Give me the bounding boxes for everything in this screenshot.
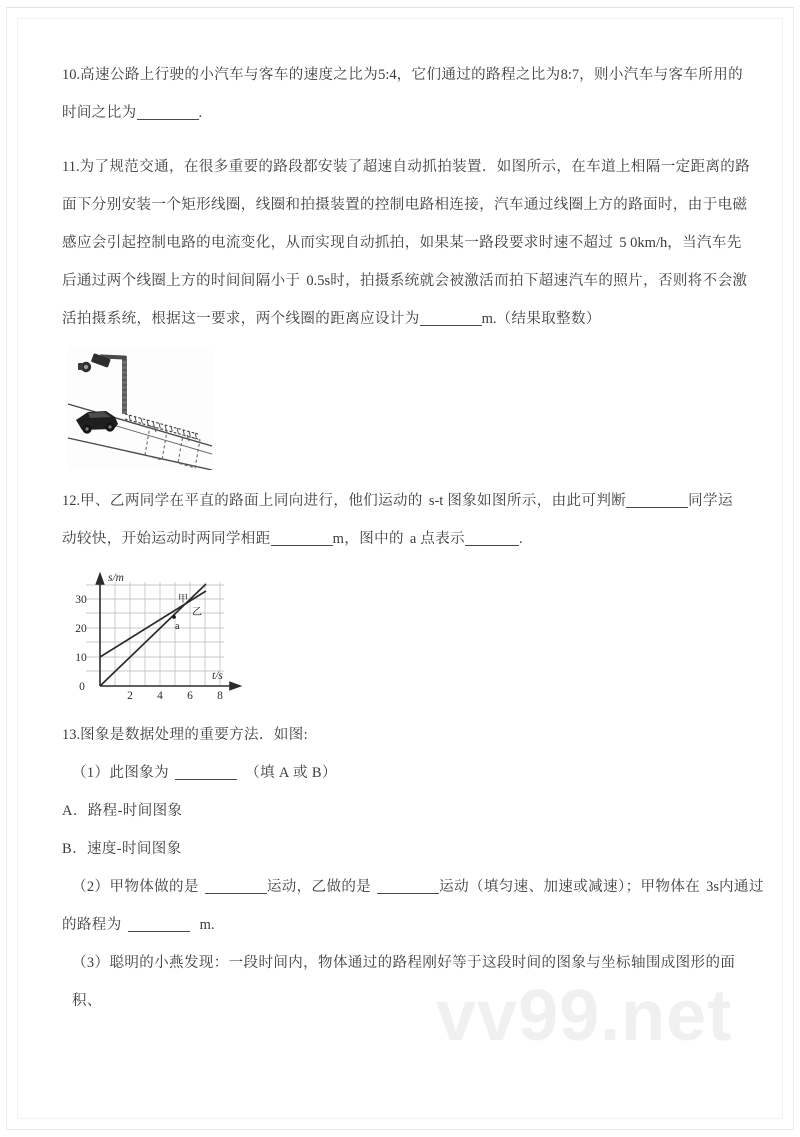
x-tick-labels [127, 690, 223, 702]
point-a-label: a [175, 621, 180, 632]
q13-option-b-text: B．速度‑时间图象 [62, 841, 182, 857]
q13-sub2-line2-part-a: 的路程为 [62, 917, 122, 933]
q11-line4-part-a: 后通过两个线圈上方的时间间隔小于 [62, 273, 301, 289]
q10-ratio-speed: 5:4 [378, 67, 397, 83]
q10-line1-part-b: ，它们通过的路程之比为 [396, 67, 561, 83]
y-tick-10: 10 [75, 652, 87, 664]
q11-line-2 [62, 186, 752, 224]
q10-line1-part-a: 高速公路上行驶的小汽车与客车的速度之比为 [80, 67, 379, 83]
q11-line-3 [62, 224, 752, 262]
q13-sub1-tail: （填 A 或 B） [245, 765, 337, 781]
q10-number: 10. [62, 67, 81, 83]
q11-line2-text: 面下分别安装一个矩形线圈，线圈和拍摄装置的控制电路相连接，汽车通过线圈上方的路面时，由于电磁 [62, 197, 748, 213]
cable-rungs [129, 415, 196, 438]
q11-number: 11. [62, 159, 80, 175]
q12-blank-2[interactable] [271, 545, 333, 546]
q12-blank-1[interactable] [626, 507, 688, 508]
x-tick-2: 2 [127, 690, 133, 702]
x-tick-8: 8 [217, 690, 223, 702]
q13-sub-2-line-2 [62, 906, 752, 944]
y-axis-label: s/m [108, 572, 124, 584]
q13-sub2-unit: m. [199, 917, 215, 933]
q13-sub-2-line-1 [62, 868, 764, 906]
q12-line-1 [62, 482, 752, 520]
q11-line1-text: 为了规范交通，在很多重要的路段都安装了超速自动抓拍装置．如图所示，在车道上相隔一定距离的路 [79, 159, 751, 175]
q13-sub2-part-a: （2）甲物体做的是 [72, 879, 199, 895]
q11-answer-blank[interactable] [420, 325, 482, 326]
y-tick-labels [75, 594, 87, 693]
q10-line1-part-c: ，则小汽车与客车所用的 [579, 67, 743, 83]
q12-blank-3[interactable] [465, 545, 519, 546]
q11-line-4 [62, 262, 752, 300]
speed-camera-illustration [66, 346, 214, 470]
q10-answer-blank[interactable] [137, 119, 199, 120]
q12-line2-part-c: . [519, 531, 523, 547]
q11-unit: m. [481, 311, 497, 327]
q12-st-label: s‑t [428, 493, 444, 509]
q13-sub2-time: 3s [706, 879, 720, 895]
y-tick-20: 20 [75, 623, 87, 635]
question-13 [62, 716, 764, 1020]
q12-line-2 [62, 520, 752, 558]
y-tick-30: 30 [75, 594, 87, 606]
q12-number: 12. [62, 493, 81, 509]
q13-sub2-blank-3[interactable] [128, 931, 190, 932]
q13-sub2-blank-1[interactable] [205, 893, 267, 894]
q13-number: 13. [62, 727, 81, 743]
y-tick-0: 0 [79, 681, 85, 693]
q11-line5-part-b: （结果取整数） [496, 311, 601, 327]
q11-line-5 [62, 300, 752, 338]
q13-sub2-part-d: 内通过 [719, 879, 764, 895]
q13-option-b [62, 830, 752, 868]
q12-line2-unit: m，图中的 [332, 531, 404, 547]
q12-line2-part-b: 点表示 [420, 531, 466, 547]
q11-line5-part-a: 活拍摄系统，根据这一要求，两个线圈的距离应设计为 [62, 311, 420, 327]
q12-line1-part-a: 甲、乙两同学在平直的路面上同向进行，他们运动的 [80, 493, 423, 509]
q11-speed-limit-value: 5 0km/h [619, 235, 668, 251]
car [76, 411, 118, 434]
q12-point-a-label: a [409, 531, 417, 547]
q12-line1-part-c: 同学运 [688, 493, 733, 509]
q10-line-1 [62, 56, 752, 94]
q13-option-a-text: A．路程‑时间图象 [62, 803, 183, 819]
q13-intro-text: 图象是数据处理的重要方法．如图: [80, 727, 309, 743]
q10-line-2 [62, 94, 752, 132]
series-label-yi: 乙 [192, 607, 202, 618]
q10-line2-part-b: . [198, 105, 203, 121]
x-tick-6: 6 [187, 690, 193, 702]
watermark: vv99.net [436, 976, 733, 1056]
q13-sub2-part-c: 运动（填匀速、加速或减速）；甲物体在 [439, 879, 701, 895]
q11-line3-part-b: ，当汽车先 [667, 235, 742, 251]
q13-sub1-text: （1）此图象为 [72, 765, 170, 781]
series-label-jia: 甲 [178, 594, 188, 605]
q11-time-interval-value: 0.5s [306, 273, 331, 289]
q13-line-1 [62, 716, 752, 754]
q13-sub2-part-b: 运动，乙做的是 [266, 879, 372, 895]
intersection-point-a [172, 615, 176, 619]
st-graph-figure [64, 568, 242, 702]
x-axis-label: t/s [212, 670, 223, 682]
q13-sub1-blank[interactable] [175, 779, 237, 780]
q12-line1-part-b: 图象如图所示，由此可判断 [447, 493, 627, 509]
x-tick-4: 4 [157, 690, 163, 702]
q13-sub3-text: （3）聪明的小燕发现：一段时间内，物体通过的路程刚好等于这段时间的图象与坐标轴围成图形的面积、 [72, 955, 736, 1009]
question-11 [62, 148, 752, 470]
q13-sub2-blank-2[interactable] [377, 893, 439, 894]
q13-option-a [62, 792, 752, 830]
q10-line2-part-a: 时间之比为 [62, 105, 137, 121]
q11-line-1 [62, 148, 752, 186]
q12-line2-part-a: 动较快，开始运动时两同学相距 [62, 531, 271, 547]
q13-sub-1 [62, 754, 752, 792]
question-10 [62, 56, 752, 132]
q13-sub-3 [62, 944, 752, 1020]
q11-line4-part-b: 时，拍摄系统就会被激活而拍下超速汽车的照片，否则将不会激 [330, 273, 748, 289]
q11-line3-part-a: 感应会引起控制电路的电流变化，从而实现自动抓拍，如果某一路段要求时速不超过 [62, 235, 614, 251]
worksheet-content [62, 56, 764, 1024]
q10-ratio-distance: 8:7 [560, 67, 580, 83]
question-12 [62, 482, 752, 702]
